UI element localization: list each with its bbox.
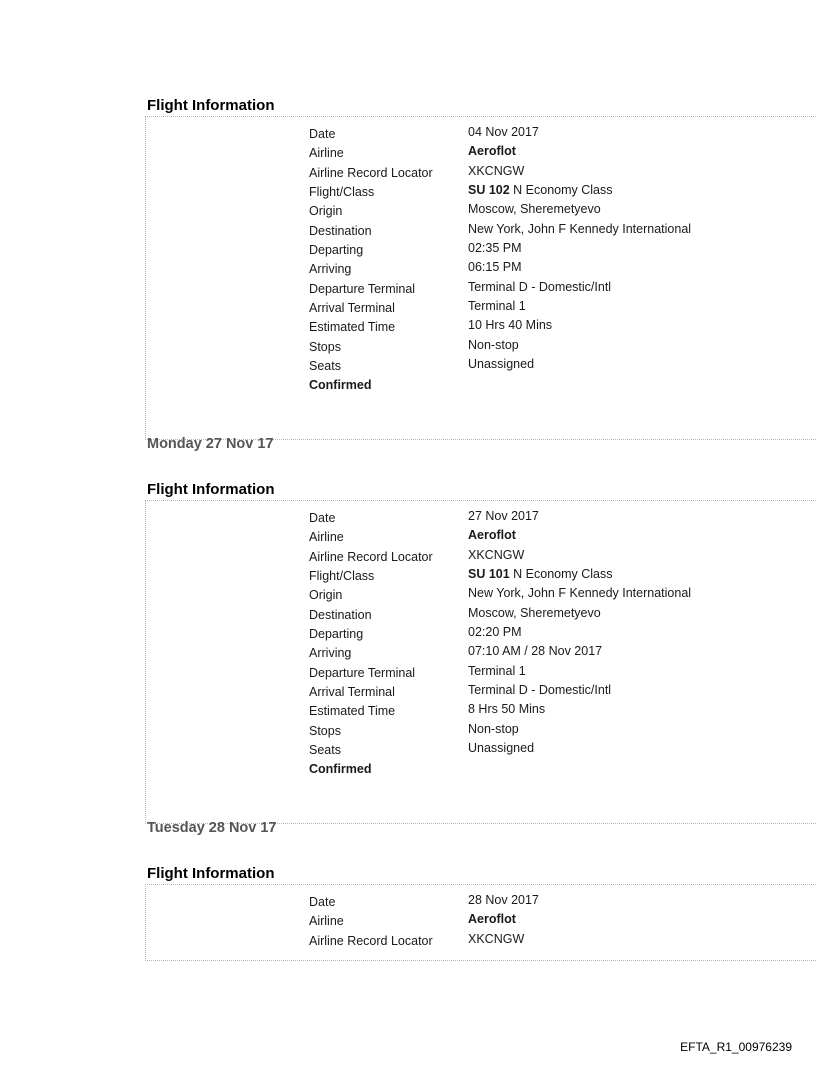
row-value: 04 Nov 2017 — [468, 125, 539, 139]
row-label: Date — [309, 511, 336, 525]
row-value: Aeroflot — [468, 912, 516, 927]
flight-info-box-2 — [145, 500, 816, 824]
row-value: XKCNGW — [468, 931, 525, 946]
row-label: Seats — [309, 359, 341, 374]
section-title-3: Flight Information — [147, 865, 275, 882]
day-heading-2: Tuesday 28 Nov 17 — [147, 820, 277, 836]
row-label: Origin — [309, 588, 343, 603]
row-label: Airline Record Locator — [309, 933, 433, 948]
row-label: Destination — [309, 607, 372, 622]
row-value: Terminal D - Domestic/Intl — [468, 683, 612, 698]
flight-number: SU 102 — [468, 183, 510, 198]
row-value: 02:20 PM — [468, 625, 522, 640]
row-label: Date — [309, 127, 336, 141]
row-label: Departing — [309, 627, 364, 642]
row-value: 07:10 AM / 28 Nov 2017 — [468, 644, 603, 659]
row-label: Departing — [309, 243, 364, 258]
day-heading-1: Monday 27 Nov 17 — [147, 436, 274, 452]
row-label: Arriving — [309, 646, 352, 661]
row-value: Terminal D - Domestic/Intl — [468, 279, 612, 294]
row-label: Destination — [309, 223, 372, 238]
row-value: Terminal 1 — [468, 663, 526, 678]
row-label: Departure Terminal — [309, 281, 416, 296]
row-value: XKCNGW — [468, 163, 525, 178]
flight-class: N Economy Class — [509, 567, 613, 582]
row-label: Airline Record Locator — [309, 549, 433, 564]
row-value: 8 Hrs 50 Mins — [468, 702, 546, 717]
row-value: Terminal 1 — [468, 299, 526, 314]
row-label: Flight/Class — [309, 185, 375, 200]
row-label: Flight/Class — [309, 569, 375, 584]
row-label: Origin — [309, 204, 343, 219]
row-label: Stops — [309, 723, 341, 738]
row-value — [468, 567, 613, 581]
row-value: Moscow, Sheremetyevo — [468, 605, 601, 620]
section-title-1: Flight Information — [147, 97, 275, 114]
row-label: Stops — [309, 339, 341, 354]
row-value: Non-stop — [468, 337, 519, 352]
row-value — [468, 183, 613, 197]
row-value: 10 Hrs 40 Mins — [468, 318, 553, 333]
section-title-2: Flight Information — [147, 481, 275, 498]
flight-info-box-1 — [145, 116, 816, 440]
row-value: New York, John F Kennedy International — [468, 586, 692, 601]
row-label: Airline Record Locator — [309, 165, 433, 180]
row-value: New York, John F Kennedy International — [468, 221, 692, 236]
flight-class: N Economy Class — [509, 183, 613, 198]
row-label: Departure Terminal — [309, 665, 416, 680]
row-value: Non-stop — [468, 721, 519, 736]
document-id: EFTA_R1_00976239 — [680, 1040, 792, 1054]
row-value: Aeroflot — [468, 144, 516, 159]
row-label: Seats — [309, 743, 341, 758]
row-value: Aeroflot — [468, 528, 516, 543]
row-label: Airline — [309, 914, 344, 929]
status-label: Confirmed — [309, 762, 372, 777]
row-label: Estimated Time — [309, 704, 396, 719]
flight-info-box-3 — [145, 884, 816, 961]
row-label: Arrival Terminal — [309, 301, 395, 316]
row-value: 27 Nov 2017 — [468, 509, 539, 523]
row-label: Airline — [309, 530, 344, 545]
row-label: Date — [309, 895, 336, 909]
row-value: 28 Nov 2017 — [468, 893, 539, 907]
flight-number: SU 101 — [468, 567, 510, 582]
row-value: 06:15 PM — [468, 260, 522, 275]
row-value: Moscow, Sheremetyevo — [468, 202, 601, 217]
row-label: Estimated Time — [309, 320, 396, 335]
row-value: Unassigned — [468, 357, 535, 372]
status-label: Confirmed — [309, 378, 372, 393]
row-label: Airline — [309, 146, 344, 161]
row-value: 02:35 PM — [468, 241, 522, 256]
row-value: Unassigned — [468, 741, 535, 756]
row-label: Arrival Terminal — [309, 685, 395, 700]
row-value: XKCNGW — [468, 547, 525, 562]
row-label: Arriving — [309, 262, 352, 277]
